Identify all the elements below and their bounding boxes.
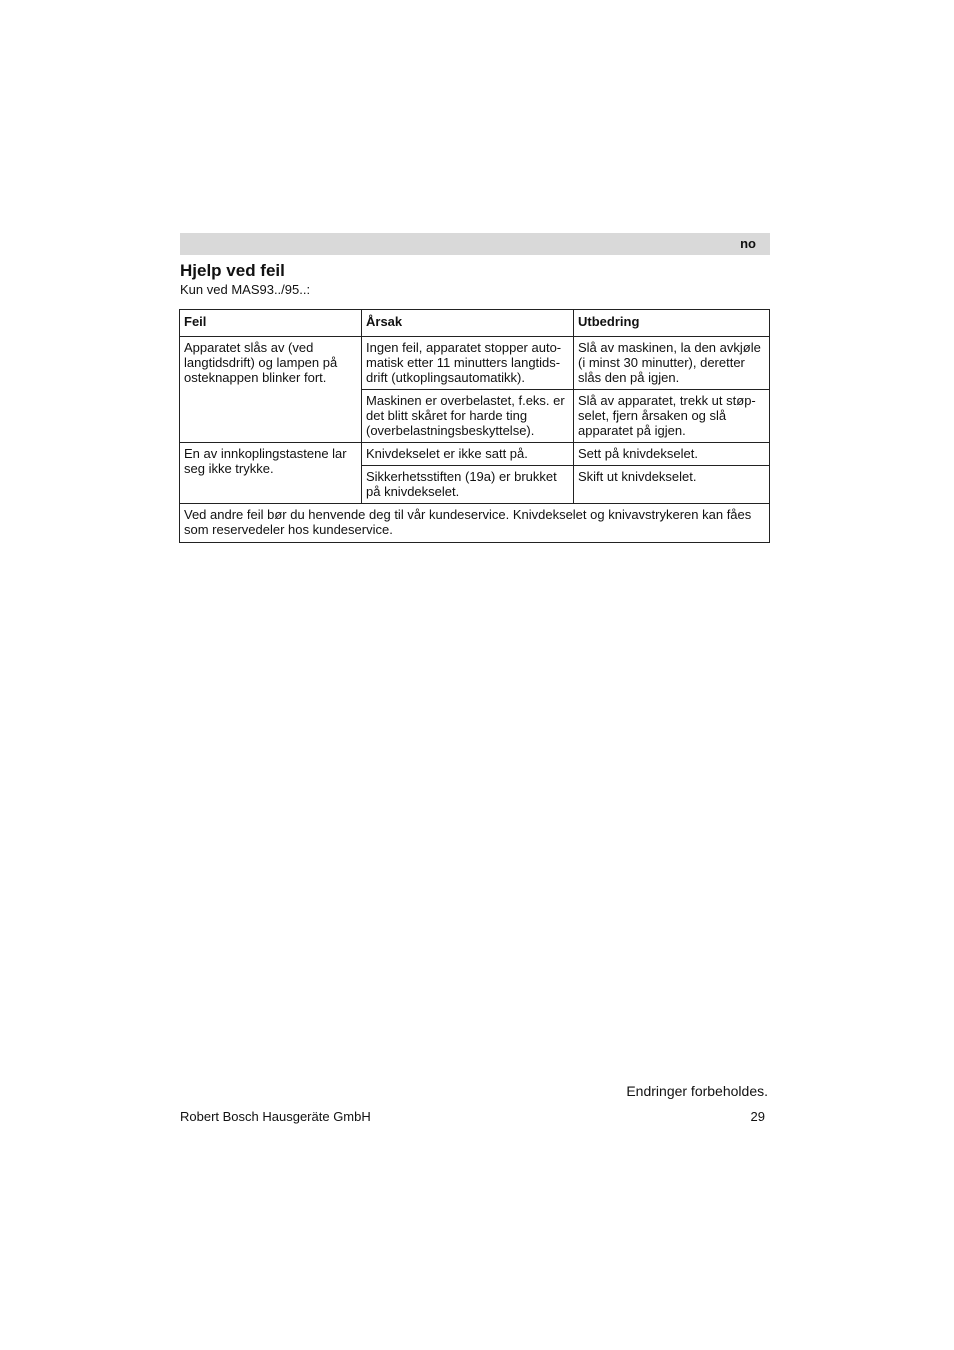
- language-code: no: [740, 236, 756, 251]
- remedy-cell: Skift ut knivdekselet.: [574, 466, 770, 504]
- section-title: Hjelp ved feil: [180, 261, 285, 280]
- language-header-bar: [180, 233, 770, 255]
- fault-cell: En av innkoplingstastene lar seg ikke trykke.: [180, 443, 362, 504]
- troubleshooting-table: [179, 309, 770, 543]
- column-header-fault: Feil: [180, 310, 362, 337]
- remedy-cell: Sett på knivdekselet.: [574, 443, 770, 466]
- table-header-row: [180, 310, 770, 337]
- table-row: [180, 443, 770, 466]
- column-header-cause: Årsak: [362, 310, 574, 337]
- service-note: Ved andre feil bør du henvende deg til vår kundeservice. Knivdekselet og knivavstrykeren kan fåes som reservedeler hos kundeservice.: [180, 504, 770, 543]
- cause-cell: Knivdekselet er ikke satt på.: [362, 443, 574, 466]
- table-note-row: [180, 504, 770, 543]
- cause-cell: Sikkerhetsstiften (19a) er brukket på knivdekselet.: [362, 466, 574, 504]
- column-header-remedy: Utbedring: [574, 310, 770, 337]
- table-row: [180, 337, 770, 390]
- cause-cell: Maskinen er overbelastet, f.eks. er det blitt skåret for harde ting (overbelastningsbeskyttelse).: [362, 390, 574, 443]
- remedy-cell: Slå av apparatet, trekk ut støp-selet, fjern årsaken og slå apparatet på igjen.: [574, 390, 770, 443]
- remedy-cell: Slå av maskinen, la den avkjøle (i minst 30 minutter), deretter slås den på igjen.: [574, 337, 770, 390]
- fault-cell: Apparatet slås av (ved langtidsdrift) og lampen på osteknappen blinker fort.: [180, 337, 362, 443]
- cause-cell: Ingen feil, apparatet stopper auto-matisk etter 11 minutters langtids-drift (utkoplingsautomatikk).: [362, 337, 574, 390]
- section-subtitle: Kun ved MAS93../95..:: [180, 282, 311, 297]
- page-number: 29: [750, 1109, 765, 1124]
- change-notice: Endringer forbeholdes.: [626, 1083, 768, 1099]
- footer-company: Robert Bosch Hausgeräte GmbH: [180, 1109, 371, 1124]
